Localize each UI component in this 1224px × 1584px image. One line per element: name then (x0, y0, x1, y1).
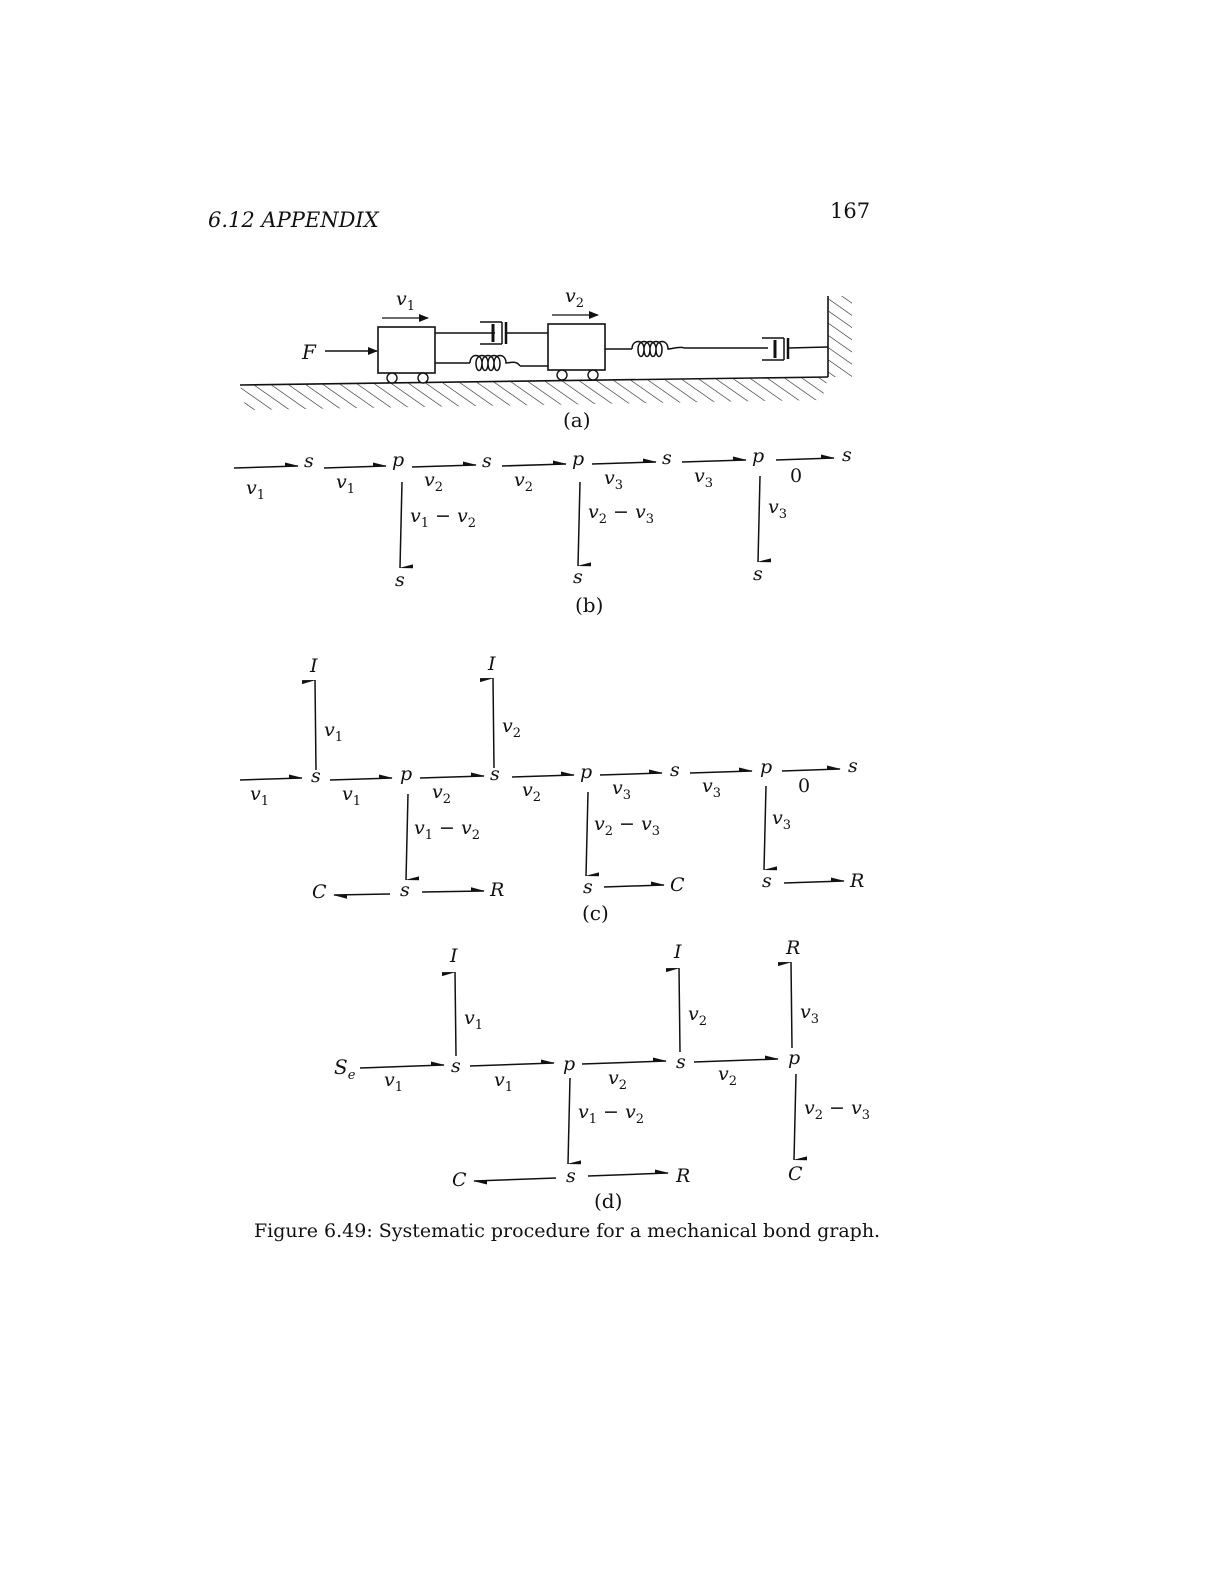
bond-drop-label: $v_1 - v_2$ (414, 817, 481, 843)
wheel-icon (557, 370, 567, 380)
panel-b-label: (b) (575, 593, 604, 617)
bond-arrow-down (758, 476, 760, 562)
bond-drop-label: $v_3$ (768, 496, 788, 522)
bond-velocity-label: $v_2$ (688, 1003, 708, 1029)
bond-arrow (592, 462, 656, 464)
junction-node: s (490, 763, 500, 785)
damper-2 (762, 338, 828, 360)
junction-node: s (451, 1055, 461, 1077)
bond-velocity-label: $v_3$ (694, 465, 714, 491)
wheel-icon (387, 373, 397, 383)
bond-drop-label: $v_1 - v_2$ (410, 505, 477, 531)
bond-arrow (690, 771, 752, 773)
bond-velocity-label: $v_3$ (800, 1001, 820, 1027)
bond-arrow (784, 881, 844, 883)
bond-velocity-label: $v_1$ (246, 477, 266, 503)
junction-node: s (311, 765, 321, 787)
bond-arrow-up (791, 962, 792, 1048)
bond-arrow (324, 466, 386, 468)
junction-node: p (760, 756, 773, 778)
inertia-node: I (488, 653, 496, 675)
bond-arrow-down (764, 786, 766, 870)
junction-node: s (395, 569, 405, 591)
bond-arrow (502, 464, 566, 466)
bond-arrow-up (679, 968, 680, 1052)
effort-source-node: $S_e$ (334, 1055, 356, 1083)
bond-arrow (240, 778, 302, 780)
bond-velocity-label: $v_2$ (424, 469, 444, 495)
ground-hatch (240, 377, 828, 410)
junction-node: s (676, 1051, 686, 1073)
bond-arrow (776, 458, 834, 460)
bond-velocity-label: $v_1$ (464, 1007, 484, 1033)
junction-node: p (572, 448, 585, 470)
bond-arrow (600, 773, 662, 775)
capacitor-node: C (312, 881, 327, 903)
bond-velocity-label: $v_1$ (494, 1069, 514, 1095)
bond-velocity-label: $v_2$ (432, 781, 452, 807)
bond-arrow (234, 466, 298, 468)
bond-arrow (512, 775, 574, 777)
resistor-node: R (786, 937, 801, 959)
bond-arrow-down (568, 1078, 570, 1164)
bond-arrow (360, 1065, 444, 1068)
capacitor-node: C (670, 874, 685, 896)
bond-velocity-label: $v_2$ (522, 779, 542, 805)
force-label: F (302, 340, 316, 364)
section-header: 6.12 APPENDIX (208, 208, 379, 232)
junction-node: s (662, 447, 672, 469)
junction-node: p (788, 1047, 801, 1069)
bond-velocity-label: $v_3$ (612, 777, 632, 803)
page-number: 167 (830, 199, 871, 223)
bond-arrow (582, 1061, 666, 1064)
bond-velocity-label: $v_2$ (514, 469, 534, 495)
bond-arrow (334, 894, 390, 895)
resistor-node: R (676, 1165, 691, 1187)
panel-d-label: (d) (594, 1189, 623, 1213)
junction-node: s (762, 870, 772, 892)
junction-node: p (580, 761, 593, 783)
bond-arrow (330, 778, 392, 780)
bond-arrow (694, 1059, 778, 1062)
inertia-node: I (310, 655, 318, 677)
bond-arrow (474, 1178, 556, 1181)
bond-arrow-up (455, 972, 456, 1056)
bond-arrow (422, 891, 484, 892)
panel-b-bond-graph (234, 444, 852, 617)
velocity-2-label: $v_2$ (565, 285, 585, 311)
bond-arrow (782, 769, 840, 771)
bond-velocity-label: $v_2$ (718, 1063, 738, 1089)
bond-arrow-up (315, 680, 316, 770)
bond-velocity-label: $v_3$ (702, 775, 722, 801)
junction-node: s (566, 1165, 576, 1187)
damper-1 (435, 322, 548, 344)
junction-node: s (304, 450, 314, 472)
capacitor-node: C (452, 1169, 467, 1191)
bond-velocity-label: $v_2$ (608, 1067, 628, 1093)
bond-velocity-label: $v_2$ (502, 715, 522, 741)
bond-arrow-down (578, 482, 580, 566)
bond-velocity-label: 0 (790, 465, 803, 487)
spring-2 (605, 342, 768, 357)
wall-hatch (828, 296, 852, 377)
mass-2 (548, 324, 605, 370)
resistor-node: R (850, 870, 865, 892)
bond-velocity-label: $v_1$ (336, 471, 356, 497)
velocity-1-label: $v_1$ (396, 288, 416, 314)
junction-node: s (670, 759, 680, 781)
junction-node: s (848, 755, 858, 777)
capacitor-node: C (788, 1163, 803, 1185)
bond-arrow-down (406, 794, 408, 880)
junction-node: s (583, 876, 593, 898)
spring-1 (435, 356, 548, 371)
panel-a-schematic (240, 285, 852, 432)
wheel-icon (588, 370, 598, 380)
bond-arrow-down (794, 1074, 796, 1160)
bond-velocity-label: $v_1$ (250, 783, 270, 809)
figure-caption: Figure 6.49: Systematic procedure for a mechanical bond graph. (254, 1220, 881, 1242)
bond-arrow (412, 465, 476, 467)
junction-node: p (400, 763, 413, 785)
bond-velocity-label: $v_3$ (604, 467, 624, 493)
bond-drop-label: $v_2 - v_3$ (594, 813, 661, 839)
panel-c-bond-graph (240, 653, 864, 925)
bond-arrow (682, 460, 746, 462)
bond-drop-label: $v_3$ (772, 807, 792, 833)
bond-velocity-label: $v_1$ (342, 783, 362, 809)
mass-1 (378, 327, 435, 373)
junction-node: p (563, 1053, 576, 1075)
junction-node: s (842, 444, 852, 466)
bond-arrow-down (586, 792, 588, 876)
junction-node: s (482, 450, 492, 472)
resistor-node: R (490, 879, 505, 901)
bond-drop-label: $v_2 - v_3$ (804, 1097, 871, 1123)
junction-node: p (392, 449, 405, 471)
bond-arrow (420, 776, 484, 778)
inertia-node: I (674, 941, 682, 963)
bond-velocity-label: $v_1$ (324, 719, 344, 745)
junction-node: s (400, 879, 410, 901)
bond-velocity-label: $v_1$ (384, 1069, 404, 1095)
panel-c-label: (c) (582, 901, 609, 925)
junction-node: p (752, 445, 765, 467)
bond-drop-label: $v_2 - v_3$ (588, 501, 655, 527)
panel-d-bond-graph (334, 937, 870, 1213)
bond-velocity-label: 0 (798, 775, 811, 797)
bond-arrow-up (493, 678, 494, 768)
inertia-node: I (450, 945, 458, 967)
bond-drop-label: $v_1 - v_2$ (578, 1101, 645, 1127)
panel-a-label: (a) (563, 408, 591, 432)
bond-arrow (470, 1063, 554, 1066)
bond-arrow-down (400, 482, 402, 568)
junction-node: s (573, 566, 583, 588)
junction-node: s (753, 563, 763, 585)
wheel-icon (418, 373, 428, 383)
bond-arrow (604, 885, 664, 887)
bond-arrow (588, 1173, 668, 1176)
